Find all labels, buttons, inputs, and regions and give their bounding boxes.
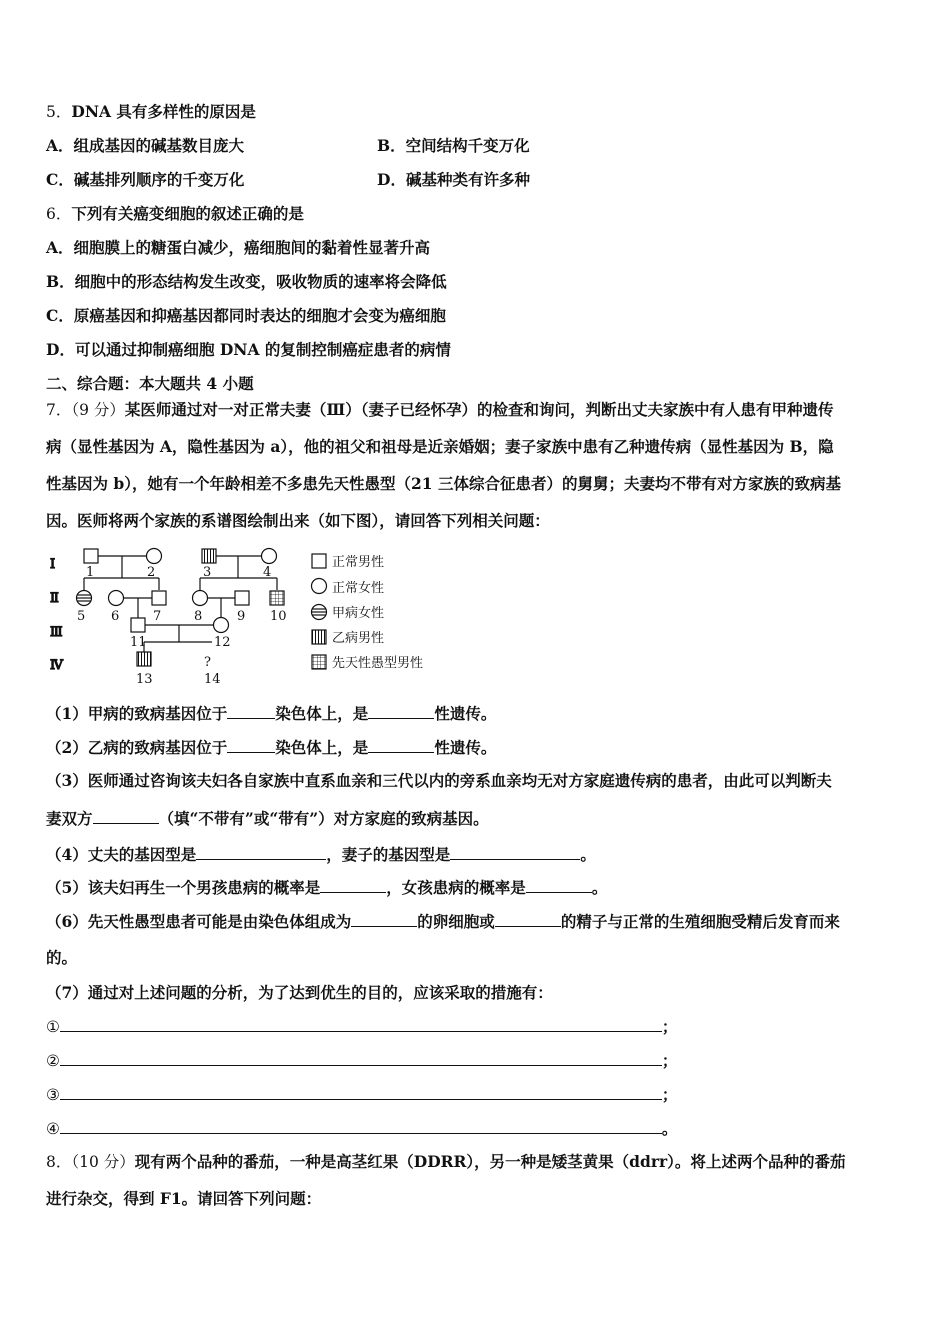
section-heading: 二、综合题：本大题共 4 小题 xyxy=(46,374,254,393)
q7-sub-6-line-2: 的。 xyxy=(46,948,78,967)
person-1-male xyxy=(84,549,98,563)
legend-label-down-male: 先天性愚型男性 xyxy=(332,656,424,671)
person-13-yi-male xyxy=(137,652,151,666)
q7-sub-4: （4）丈夫的基因型是 ，妻子的基因型是 。 xyxy=(46,845,596,864)
q6-stem: 6．下列有关癌变细胞的叙述正确的是 xyxy=(46,204,304,223)
id-2: 2 xyxy=(147,565,156,580)
q8-intro-line-1: 8．（10 分）现有两个品种的番茄，一种是高茎红果（DDRR），另一种是矮茎黄果（ddrr）。将上述两个品种的番茄 xyxy=(46,1152,846,1171)
id-6: 6 xyxy=(111,609,120,624)
legend-label-yi-male: 乙病男性 xyxy=(332,631,385,646)
person-3-yi-male xyxy=(202,549,216,563)
id-13: 13 xyxy=(136,672,153,687)
id-5: 5 xyxy=(77,609,86,624)
q7-sub-7: （7）通过对上述问题的分析，为了达到优生的目的，应该采取的措施有： xyxy=(46,983,553,1002)
q7-intro-line-2: 病（显性基因为 A，隐性基因为 a），他的祖父和祖母是近亲婚姻；妻子家族中患有乙种遗传病（显性基因为 B，隐 xyxy=(46,437,834,456)
measure-4: ④ 。 xyxy=(46,1119,678,1138)
blank-measure-3[interactable] xyxy=(60,1084,662,1100)
blank-6a[interactable] xyxy=(351,911,417,927)
person-12-female xyxy=(214,618,229,633)
id-3: 3 xyxy=(203,565,212,580)
blank-3[interactable] xyxy=(93,808,159,824)
person-10-down-syndrome-male xyxy=(270,591,284,605)
blank-5b[interactable] xyxy=(526,877,592,893)
person-7-male xyxy=(152,591,166,605)
blank-4b[interactable] xyxy=(450,844,580,860)
id-7: 7 xyxy=(153,609,162,624)
gen-label-2: Ⅱ xyxy=(50,591,59,606)
pedigree-chart xyxy=(44,542,464,692)
q5-stem: 5．DNA 具有多样性的原因是 xyxy=(46,102,256,121)
measure-3: ③ ； xyxy=(46,1085,678,1104)
q7-sub-5: （5）该夫妇再生一个男孩患病的概率是 ，女孩患病的概率是 。 xyxy=(46,878,608,897)
person-8-female xyxy=(193,591,208,606)
id-4: 4 xyxy=(263,565,272,580)
q7-sub-2: （2）乙病的致病基因位于 染色体上，是 性遗传。 xyxy=(46,738,497,757)
q6-option-c: C．原癌基因和抑癌基因都同时表达的细胞才会变为癌细胞 xyxy=(46,306,446,325)
q6-option-a: A．细胞膜上的糖蛋白减少，癌细胞间的黏着性显著升高 xyxy=(46,238,431,257)
legend-label-normal-male: 正常男性 xyxy=(332,555,385,570)
person-9-male xyxy=(235,591,249,605)
legend-yi-male-icon xyxy=(312,630,326,644)
unknown-marker: ? xyxy=(204,655,211,670)
q7-intro-line-1: 7．（9 分）某医师通过对一对正常夫妻（Ⅲ）（妻子已经怀孕）的检查和询问，判断出丈夫家族中有人患有甲种遗传 xyxy=(46,400,834,419)
measure-1: ① ； xyxy=(46,1017,678,1036)
blank-5a[interactable] xyxy=(320,877,386,893)
blank-2a[interactable] xyxy=(227,737,275,753)
id-14: 14 xyxy=(204,672,221,687)
measure-2: ② ； xyxy=(46,1051,678,1070)
legend-normal-male-icon xyxy=(312,554,326,568)
blank-1a[interactable] xyxy=(227,703,275,719)
q5-option-a: A．组成基因的碱基数目庞大 xyxy=(46,136,245,155)
id-8: 8 xyxy=(194,609,203,624)
person-11-male xyxy=(131,618,145,632)
q6-option-d: D．可以通过抑制癌细胞 DNA 的复制控制癌症患者的病情 xyxy=(46,340,451,359)
id-1: 1 xyxy=(86,565,95,580)
q8-intro-line-2: 进行杂交，得到 F1。请回答下列问题： xyxy=(46,1189,322,1208)
blank-2b[interactable] xyxy=(368,737,434,753)
q7-sub-3-line-2: 妻双方 （填“不带有”或“带有”）对方家庭的致病基因。 xyxy=(46,809,489,828)
gen-label-1: Ⅰ xyxy=(50,557,56,572)
q7-sub-6-line-1: （6）先天性愚型患者可能是由染色体组成为 的卵细胞或 的精子与正常的生殖细胞受精后发育而来 xyxy=(46,912,840,931)
q5-option-d: D．碱基种类有许多种 xyxy=(377,170,530,189)
person-6-female xyxy=(109,591,124,606)
legend-normal-female-icon xyxy=(312,579,327,594)
legend-label-normal-female: 正常女性 xyxy=(332,581,385,596)
q5-option-c: C．碱基排列顺序的千变万化 xyxy=(46,170,245,189)
q7-intro-line-4: 因。医师将两个家族的系谱图绘制出来（如下图），请回答下列相关问题： xyxy=(46,511,550,530)
q5-option-b: B．空间结构千变万化 xyxy=(377,136,530,155)
gen-label-3: Ⅲ xyxy=(50,625,63,640)
q7-intro-line-3: 性基因为 b），她有一个年龄相差不多患先天性愚型（21 三体综合征患者）的舅舅；夫妻均不带有对方家族的致病基 xyxy=(46,474,841,493)
legend-label-jia-female: 甲病女性 xyxy=(332,606,385,621)
gen-label-4: Ⅳ xyxy=(50,658,63,673)
person-4-female xyxy=(262,549,277,564)
q6-option-b: B．细胞中的形态结构发生改变，吸收物质的速率将会降低 xyxy=(46,272,447,291)
id-11: 11 xyxy=(130,635,147,650)
legend-down-male-icon xyxy=(312,655,326,669)
blank-1b[interactable] xyxy=(368,703,434,719)
q7-sub-3-line-1: （3）医师通过咨询该夫妇各自家族中直系血亲和三代以内的旁系血亲均无对方家庭遗传病的患者，由此可以判断夫 xyxy=(46,771,832,790)
blank-6b[interactable] xyxy=(495,911,561,927)
id-10: 10 xyxy=(270,609,287,624)
blank-measure-4[interactable] xyxy=(60,1118,662,1134)
person-2-female xyxy=(147,549,162,564)
q7-sub-1: （1）甲病的致病基因位于 染色体上，是 性遗传。 xyxy=(46,704,497,723)
blank-measure-2[interactable] xyxy=(60,1050,662,1066)
id-12: 12 xyxy=(214,635,231,650)
id-9: 9 xyxy=(237,609,246,624)
blank-measure-1[interactable] xyxy=(60,1016,662,1032)
blank-4a[interactable] xyxy=(196,844,326,860)
